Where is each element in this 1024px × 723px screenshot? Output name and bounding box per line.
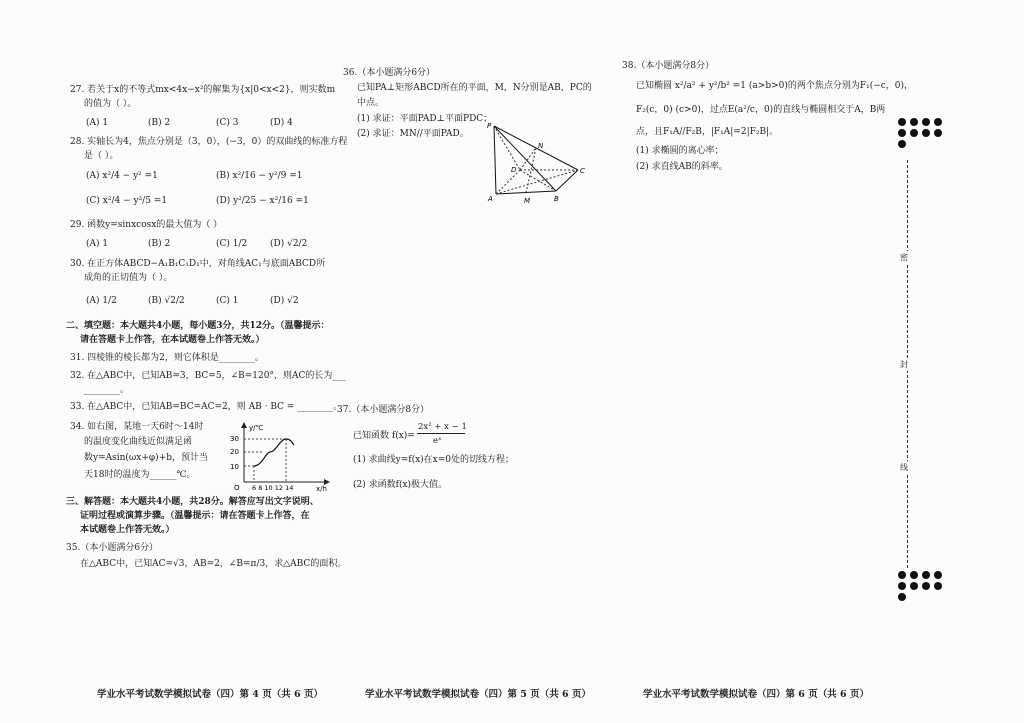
q28-option-b: (B) x²/16 − y²/9 =1 <box>216 171 303 181</box>
q29-option-a: (A) 1 <box>86 239 109 249</box>
q27-line1: 27. 若关于x的不等式mx<4x−x²的解集为{x|0<x<2}，则实数m <box>70 85 336 95</box>
q38-part1: (1) 求椭圆的离心率； <box>636 146 724 156</box>
q36-title: 36.（本小题满分6分） <box>343 68 436 78</box>
q29-line1: 29. 函数y=sinxcosx的最大值为（ ） <box>70 220 223 230</box>
edge-pb <box>494 126 556 191</box>
q35-text: 在△ABC中，已知AC=√3，AB=2，∠B=π/3，求△ABC的面积。 <box>80 559 347 569</box>
fraction-bar <box>417 433 465 434</box>
q37-part1: (1) 求曲线y=f(x)在x=0处的切线方程； <box>353 455 515 465</box>
binding-label-xian: 线 <box>900 463 908 472</box>
q38-title: 38.（本小题满分8分） <box>622 61 715 71</box>
q28-option-c: (C) x²/4 − y²/5 =1 <box>86 196 168 206</box>
q34-line1: 34. 如右图，某地一天6时～14时 <box>70 422 204 432</box>
q33: 33. 在△ABC中，已知AB=BC=AC=2，则 AB · BC = ________。 <box>70 402 343 412</box>
q32-line2: ________。 <box>84 385 130 395</box>
q29-option-c: (C) 1/2 <box>216 239 248 249</box>
q37-function-prefix: 已知函数 f(x)= <box>353 431 415 441</box>
q28-line1: 28. 实轴长为4，焦点分别是（3，0），(−3，0）的双曲线的标准方程 <box>70 137 348 147</box>
label-n: N <box>538 142 544 150</box>
segment-mn <box>526 148 536 193</box>
binding-label-feng: 封 <box>900 360 908 369</box>
q36-line1: 已知PA⊥矩形ABCD所在的平面，M，N分别是AB，PC的 <box>357 83 592 93</box>
diag-db <box>520 170 556 191</box>
y-tick-10: 10 <box>230 463 239 471</box>
q27-option-a: (A) 1 <box>86 118 109 128</box>
q30-option-c: (C) 1 <box>216 296 239 306</box>
q29-option-b: (B) 2 <box>148 239 171 249</box>
q27-option-d: (D) 4 <box>270 118 293 128</box>
label-b: B <box>554 195 559 203</box>
binding-dots-top <box>898 118 943 148</box>
label-m: M <box>524 197 531 205</box>
q31: 31. 四棱锥的棱长都为2，则它体积是________。 <box>70 353 264 363</box>
q29-option-d: (D) √2/2 <box>270 239 308 249</box>
q28-option-d: (D) y²/25 − x²/16 =1 <box>216 196 309 206</box>
page-4-footer: 学业水平考试数学模拟试卷（四）第 4 页（共 6 页） <box>97 689 323 700</box>
q35-title: 35.（本小题满分6分） <box>66 543 159 553</box>
binding-label-mi: 密 <box>900 253 908 262</box>
q30-line2: 成角的正切值为（ ）。 <box>84 273 173 283</box>
label-d: D <box>511 166 517 174</box>
q36-part2: (2) 求证：MN//平面PAD。 <box>357 129 469 139</box>
q30-option-d: (D) √2 <box>270 296 299 306</box>
q28-option-a: (A) x²/4 − y² =1 <box>86 171 158 181</box>
q32-line1: 32. 在△ABC中，已知AB=3，BC=5，∠B=120°，则AC的长为___ <box>70 371 346 381</box>
origin-label: O <box>234 484 240 492</box>
x-axis-label: x/h <box>316 485 327 492</box>
q38-part2: (2) 求直线AB的斜率。 <box>636 162 728 172</box>
pyramid-diagram <box>486 118 592 208</box>
q30-option-a: (A) 1/2 <box>86 296 117 306</box>
page-6-footer: 学业水平考试数学模拟试卷（四）第 6 页（共 6 页） <box>643 689 869 700</box>
section2-note: 请在答题卡上作答，在本试题卷上作答无效。） <box>80 335 265 345</box>
q38-line3: 点，且F₁A//F₂B，|F₁A|=2|F₂B|。 <box>636 127 779 137</box>
q30-option-b: (B) √2/2 <box>148 296 185 306</box>
edge-pa <box>494 126 496 194</box>
y-axis-arrow <box>241 422 247 428</box>
binding-dots-bottom <box>898 571 943 601</box>
section3-line3: 本试题卷上作答无效。） <box>80 525 175 535</box>
y-tick-30: 30 <box>230 435 239 443</box>
section2-heading: 二、填空题：本大题共4小题，每小题3分，共12分。（温馨提示： <box>66 321 330 331</box>
y-tick-20: 20 <box>230 448 239 456</box>
label-c: C <box>580 167 585 175</box>
q27-option-b: (B) 2 <box>148 118 171 128</box>
q34-temperature-graph <box>222 420 332 492</box>
q37-part2: (2) 求函数f(x)极大值。 <box>353 480 448 490</box>
q38-line1: 已知椭圆 x²/a² + y²/b² =1 (a>b>0)的两个焦点分别为F₁(−c，0)， <box>636 81 914 91</box>
page-5-footer: 学业水平考试数学模拟试卷（四）第 5 页（共 6 页） <box>365 689 591 700</box>
q27-option-c: (C) 3 <box>216 118 239 128</box>
y-axis-label: y/℃ <box>249 424 264 432</box>
q28-line2: 是（ ）。 <box>84 151 119 161</box>
section3-heading: 三、解答题：本大题共4小题，共28分。解答应写出文字说明、 <box>66 497 319 507</box>
section3-line2: 证明过程或演算步骤。（温馨提示：请在答题卡上作答，在 <box>80 511 310 521</box>
q38-line2: F₂(c，0) (c>0)，过点E(a²/c，0)的直线与椭圆相交于A，B两 <box>636 105 886 115</box>
q37-title: 37.（本小题满分8分） <box>337 405 430 415</box>
q34-line2: 的温度变化曲线近似满足函 <box>84 437 193 447</box>
label-a: A <box>488 195 493 203</box>
q34-line3: 数y=Asin(ωx+φ)+b，预计当 <box>84 453 209 463</box>
q36-line2: 中点。 <box>357 98 385 108</box>
x-tick-labels: 6 8 10 12 14 <box>252 484 294 492</box>
label-p: P <box>487 122 492 130</box>
segment-dn <box>520 148 536 170</box>
q34-line4: 天18时的温度为______℃。 <box>84 470 196 480</box>
q27-line2: 的值为（ ）。 <box>84 99 137 109</box>
q36-part1: (1) 求证：平面PAD⊥平面PDC； <box>357 114 493 124</box>
q30-line1: 30. 在正方体ABCD−A₁B₁C₁D₁中，对角线AC₁与底面ABCD所 <box>70 259 326 269</box>
q37-denominator: eˣ <box>433 436 442 446</box>
q37-numerator: 2x² + x − 1 <box>418 422 467 432</box>
